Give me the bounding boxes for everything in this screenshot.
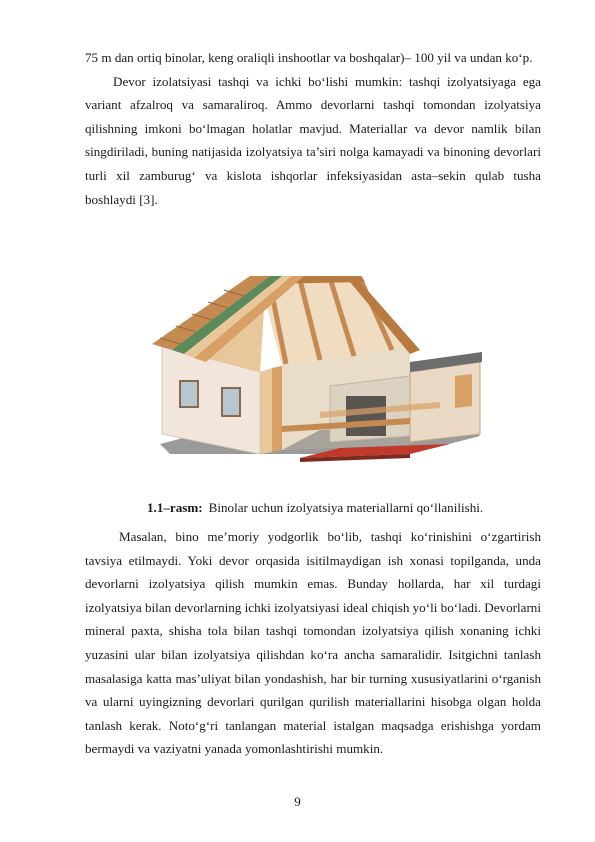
paragraph-wall-insulation: Devor izolatsiyasi tashqi va ichki bo‘lishi mumkin: tashqi izolyatsiyaga ega variant afzalroq va samaraliroq. Ammo devorlarni tashqi tomondan izolyatsiya qilishning imkoni bo‘lmagan holatlar mavjud. Materiallar va devor namlik bilan singdiriladi, buning natijasida izolyatsiya ta’siri nolga kamayadi va binoning devorlari turli xil zamburug‘ va kislota ishqorlar infeksiyasidan asta–sekin qulab tusha boshlaydi [3]. <box>85 73 541 207</box>
document-body-lower <box>85 525 541 761</box>
house-insulation-illustration <box>110 276 500 476</box>
document-page <box>85 46 541 211</box>
paragraph-intro-continuation: 75 m dan ortiq binolar, keng oraliqli inshootlar va boshqalar)– 100 yil va undan ko‘p. <box>85 50 533 65</box>
figure-caption <box>147 498 483 518</box>
paragraph-heritage-buildings: Masalan, bino me’moriy yodgorlik bo‘lib, tashqi ko‘rinishini o‘zgartirish tavsiya etilmaydi. Yoki devor orqasida isitilmaydigan ish xonasi topilganda, unda devorlarni izolyatsiya qilish mumkin emas. Bunday hollarda, har xil turdagi izolyatsiya bilan devorlarning ichki izolyatsiyasi ideal chiqish yo‘li bo‘ladi. Devorlarni mineral paxta, shisha tola bilan tashqi tomondan izolyatsiya qilish xonaning ichki yuzasini ular bilan izolyatsiya qilishdan ko‘ra ancha samaralidir. Isitgichni tanlash masalasiga katta mas’uliyat bilan yondashish, har bir turning xususiyatlarini o‘rganish va ularni uyingizning devorlari qurilgan qurilish materiallarini hisobga olgan holda tanlash kerak. Noto‘g‘ri tanlangan material istalgan maqsadga erishishga yordam bermaydi va vaziyatni yanada yomonlashtirishi mumkin. <box>85 529 541 757</box>
figure-caption-text: Binolar uchun izolyatsiya materiallarni qo‘llanilishi. <box>208 500 484 515</box>
figure-caption-label: 1.1–rasm: <box>147 500 203 515</box>
page-number: 9 <box>294 794 301 809</box>
